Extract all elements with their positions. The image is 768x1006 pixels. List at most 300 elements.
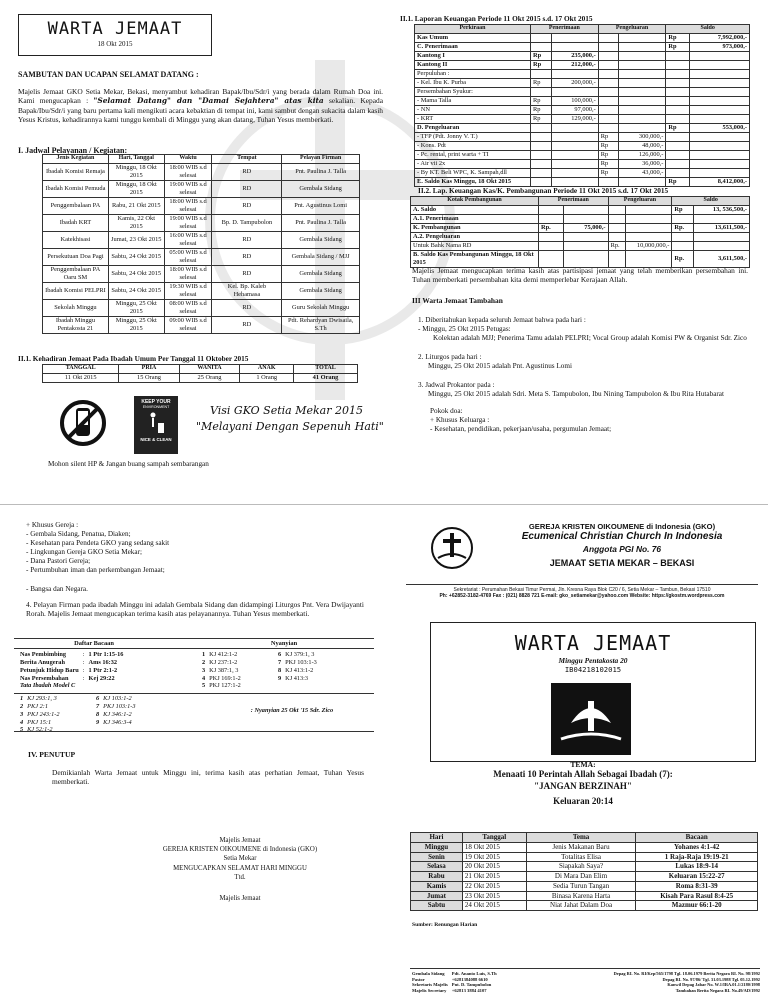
finance-cell <box>531 159 552 168</box>
song-ref: KJ 103:1-2 <box>103 695 132 702</box>
building-cell <box>672 232 693 241</box>
finance-cell <box>689 51 749 60</box>
finance-row <box>415 51 750 60</box>
finance-cell <box>666 168 689 177</box>
pentecost-emblem-icon <box>551 683 631 755</box>
finance-cell: 300,000,- <box>618 132 666 141</box>
keep-clean-sign: KEEP YOUR ENVIRONMENT NICE & CLEAN <box>134 396 178 454</box>
finance-cell <box>666 159 689 168</box>
finance-cell: Rp <box>531 51 552 60</box>
reading-ref: 1 Ptr 1:15-16 <box>88 651 124 658</box>
building-cell: 13, 536,500,- <box>693 205 749 214</box>
building-cell: 10,000,000,- <box>625 241 671 250</box>
finance-cell <box>689 141 749 150</box>
finance-cell: Kantong II <box>415 60 531 69</box>
daily-reading: Keluaran 15:22-27 <box>636 872 758 882</box>
prayer-title: + Khusus Gereja : <box>26 521 79 529</box>
schedule-cell: 19:30 WIB s.d selesai <box>164 282 212 299</box>
finance-cell <box>689 87 749 96</box>
finance-cell: - Pc. rental, print warta + TI <box>415 150 531 159</box>
finance-row <box>415 42 750 51</box>
schedule-cell: Ibadah Minggu Pentakosta 21 <box>43 316 109 333</box>
finance-col-header: Pengeluaran <box>598 25 666 34</box>
schedule-cell: Ibadah Komisi PELPRI <box>43 282 109 299</box>
schedule-cell: 16:00 WIB s.d selesai <box>164 231 212 248</box>
daily-reading: Kisah Para Rasul 8:4-25 <box>636 891 758 901</box>
daily-theme: Jenis Makanan Baru <box>526 842 636 852</box>
reading-sep: : <box>82 674 85 682</box>
finance-cell <box>598 87 618 96</box>
cover-code: IB04218102015 <box>564 665 622 675</box>
schedule-cell: Gembala Sidang / MJJ <box>282 248 360 265</box>
finance-cell <box>531 150 552 159</box>
finance-row <box>415 168 750 177</box>
finance-cell <box>598 105 618 114</box>
reading-row <box>18 675 125 683</box>
daily-date: 24 Okt 2015 <box>462 901 526 911</box>
song-ref: KJ 52:1-2 <box>27 726 53 734</box>
building-cell <box>564 232 609 241</box>
building-cell <box>625 250 671 267</box>
theme-block <box>408 760 758 807</box>
announcement-1: 1. Diberitahukan kepada seluruh Jemaat bahwa pada hari : <box>418 316 586 324</box>
footer-value: +6281384088 6610 <box>451 976 488 982</box>
building-cell <box>608 250 625 267</box>
finance-cell <box>531 42 552 51</box>
finance-cell: Kantong I <box>415 51 531 60</box>
building-cell <box>539 214 564 223</box>
building-cell <box>693 232 749 241</box>
hand-songs-left <box>18 695 62 734</box>
finance-row <box>415 78 750 87</box>
song-number: 9 <box>278 674 282 682</box>
finance-cell <box>531 69 552 78</box>
finance-cell <box>531 123 552 132</box>
daily-row <box>411 891 758 901</box>
finance-cell: E. Saldo Kas Minggu, 18 Okt 2015 <box>415 177 531 186</box>
finance-row <box>415 69 750 78</box>
daily-devotion-table <box>410 832 758 911</box>
daily-row <box>411 842 758 852</box>
cover-box <box>430 622 756 762</box>
song-row <box>276 667 319 675</box>
finance-cell: Rp <box>531 105 552 114</box>
closing-heading: IV. PENUTUP <box>28 750 76 759</box>
daily-source: Sumber: Renungan Harian <box>412 922 478 928</box>
announcements: 1. Diberitahukan kepada seluruh Jemaat bahwa pada hari : - Minggu, 25 Okt 2015 Petugas: Kolektan adalah MJJ; Penerima Tamu adalah PELPRI; Vocal Group adalah Komisi PW & Organist Sdr. Zico 2. Liturgos pada hari : Minggu, 25 Okt 2015 adalah Pnt. Agustinus Lomi 3. Jadwal Prokantor pada : Minggu, 25 Okt 2015 adalah Sdri. Meta S. Tampubolon, Ibu Nining Tampubolon & Ibu Rita Hutabarat Pokok doa: + Khusus Keluarga : - Kesehatan, pendidikan, pekerjaan/usaha, pergumulan Jemaat; <box>418 316 747 433</box>
building-cell: 3,611,500,- <box>693 250 749 267</box>
finance-cell <box>666 141 689 150</box>
schedule-cell: Pnt. Paulina J. Talla <box>282 214 360 231</box>
finance-cell <box>551 42 598 51</box>
building-cell <box>539 205 564 214</box>
building-cell <box>693 214 749 223</box>
schedule-cell: Penggembalaan PA <box>43 197 109 214</box>
song-row <box>200 675 243 683</box>
daily-col-header: Hari <box>411 833 463 843</box>
daily-theme: Binasa Karena Harta <box>526 891 636 901</box>
schedule-cell: Pnt. Agustinus Lomi <box>282 197 360 214</box>
finance-heading: II.1. Laporan Keuangan Periode 11 Okt 2015 s.d. 17 Okt 2015 <box>400 14 593 23</box>
warta-title: WARTA JEMAAT <box>47 19 183 39</box>
finance-cell: C. Penerimaan <box>415 42 531 51</box>
finance-cell <box>666 132 689 141</box>
finance-cell: 97,000,- <box>551 105 598 114</box>
finance-row <box>415 60 750 69</box>
song-ref: PKJ 169:1-2 <box>209 674 241 682</box>
attendance-cell: 11 Okt 2015 <box>43 373 119 382</box>
daily-reading: Lukas 18:9-14 <box>636 862 758 872</box>
daily-col-header: Bacaan <box>636 833 758 843</box>
building-header-row <box>411 197 750 206</box>
finance-cell <box>598 51 618 60</box>
prayer-item: - Gembala Sidang, Penatua, Diaken; <box>26 530 131 538</box>
finance-cell <box>618 96 666 105</box>
reading-row <box>18 667 125 675</box>
finance-cell <box>551 87 598 96</box>
finance-cell <box>618 177 666 186</box>
daily-date: 23 Okt 2015 <box>462 891 526 901</box>
finance-cell <box>531 132 552 141</box>
schedule-cell: Rabu, 21 Okt 2015 <box>108 197 164 214</box>
footer-role: Sekretaris Majelis <box>412 982 448 988</box>
footer-registration-line: Kanwil Depag Jabar No. W.1/IRA.01.1/2180/1998 <box>667 982 760 987</box>
building-cell <box>693 241 749 250</box>
song-row <box>276 651 319 659</box>
daily-reading: 1 Raja-Raja 19:19-21 <box>636 852 758 862</box>
daily-date: 20 Okt 2015 <box>462 862 526 872</box>
finance-cell: 212,000,- <box>551 60 598 69</box>
schedule-row <box>43 248 360 265</box>
finance-cell <box>666 96 689 105</box>
finance-cell <box>689 114 749 123</box>
footer-value: +62813 3884 4107 <box>451 988 487 994</box>
song-header: Nyanyian <box>270 640 298 647</box>
finance-cell <box>618 78 666 87</box>
footer-contact-row <box>410 971 499 977</box>
finance-cell <box>598 123 618 132</box>
finance-cell <box>551 150 598 159</box>
bulletin-page-2 <box>0 506 768 1006</box>
daily-header-row <box>411 833 758 843</box>
song-row <box>200 667 243 675</box>
schedule-cell: Minggu, 25 Okt 2015 <box>108 316 164 333</box>
attendance-col-header: WANITA <box>179 365 240 374</box>
building-col-header: Saldo <box>672 197 750 206</box>
song-ref: PKJ 127:1-2 <box>209 682 241 690</box>
song-row <box>94 695 138 703</box>
building-table <box>410 196 750 268</box>
song-row <box>200 651 243 659</box>
attendance-col-header: TOTAL <box>294 365 358 374</box>
song-ref: KJ 346:1-2 <box>103 710 132 718</box>
building-row <box>411 250 750 267</box>
song-ref: PKJ 103:1-3 <box>103 702 136 710</box>
theme-line-2: "JANGAN BERZINAH" <box>534 780 632 791</box>
footer-role: Gembala Sidang <box>412 971 445 976</box>
building-cell <box>564 214 609 223</box>
finance-cell: - TFP (Pdt. Jonny V. T.) <box>415 132 531 141</box>
finance-cell <box>531 177 552 186</box>
building-cell <box>625 205 671 214</box>
finance-cell <box>531 141 552 150</box>
daily-day: Jumat <box>411 891 463 901</box>
schedule-cell: Katekhisasi <box>43 231 109 248</box>
daily-theme: Siapakah Saya? <box>526 862 636 872</box>
reading-sep: : <box>82 666 85 674</box>
finance-cell: 36,000,- <box>618 159 666 168</box>
finance-cell: 8,412,000,- <box>689 177 749 186</box>
daily-theme: Totalitas Elisa <box>526 852 636 862</box>
attendance-cell: 1 Orang <box>240 373 294 382</box>
schedule-cell: 19:00 WIB s.d selesai <box>164 180 212 197</box>
finance-cell <box>598 33 618 42</box>
daily-date: 21 Okt 2015 <box>462 872 526 882</box>
finance-cell <box>551 123 598 132</box>
schedule-cell: Jumat, 23 Okt 2015 <box>108 231 164 248</box>
reading-header: Daftar Bacaan <box>74 640 114 647</box>
prayer-list <box>26 521 366 594</box>
finance-row <box>415 114 750 123</box>
finance-cell <box>598 42 618 51</box>
footer-registration-line: Tambahan Berita Negara RI. No.49/AD/1992 <box>675 987 760 993</box>
finance-cell <box>666 114 689 123</box>
prayer-nation: - Bangsa dan Negara. <box>26 585 88 593</box>
finance-cell <box>689 168 749 177</box>
trash-bin-icon <box>146 411 166 435</box>
reading-row <box>18 659 125 667</box>
song-row <box>18 703 62 711</box>
finance-cell <box>689 78 749 87</box>
daily-reading: Roma 8:31-39 <box>636 881 758 891</box>
visi-motto: "Melayani Dengan Sepenuh Hati" <box>196 420 384 433</box>
song-number: 8 <box>278 666 282 674</box>
finance-cell <box>666 60 689 69</box>
finance-cell: 129,000,- <box>551 114 598 123</box>
finance-cell: 7,992,000,- <box>689 33 749 42</box>
building-cell: Rp. <box>539 223 564 232</box>
daily-date: 22 Okt 2015 <box>462 881 526 891</box>
finance-cell <box>531 87 552 96</box>
daily-row <box>411 862 758 872</box>
building-cell <box>539 241 564 250</box>
daily-day: Minggu <box>411 842 463 852</box>
thanks-text: Majelis Jemaat mengucapkan terima kasih atas partisipasi jemaat yang telah memberikan persembahan ini. Tuhan memberkati persembahan kita demi memperlebar Kerajaan Allah. <box>412 266 748 285</box>
greeting-quote: "Selamat Datang" dan "Damai Sejahtera" atas kita <box>93 96 324 106</box>
song-number: 4 <box>202 674 206 682</box>
song-row <box>276 675 319 683</box>
finance-row <box>415 123 750 132</box>
attendance-col-header: TANGGAL <box>43 365 119 374</box>
building-cell: A. Saldo <box>411 205 539 214</box>
attendance-table <box>42 364 358 383</box>
schedule-cell: 05:00 WIB s.d selesai <box>164 248 212 265</box>
finance-row <box>415 141 750 150</box>
finance-cell <box>551 141 598 150</box>
song-ref: KJ 379:1, 3 <box>285 651 315 658</box>
schedule-cell: 18:00 WIB s.d selesai <box>164 163 212 180</box>
finance-cell: Rp <box>531 96 552 105</box>
building-cell <box>625 232 671 241</box>
schedule-cell: Ibadah KRT <box>43 214 109 231</box>
theme-label: TEMA: <box>570 760 596 769</box>
building-cell <box>539 250 564 267</box>
song-row <box>200 682 243 690</box>
finance-row <box>415 33 750 42</box>
finance-cell: 48,000,- <box>618 141 666 150</box>
church-address: Sekretariat : Perumahan Bekasi Timur Permai, Jln. Kresna Raya Blok C20 / 6, Setia Mekar – Tambun, Bekasi 17510 Ph: +62852-3182-4769 Fax : (021) 8828 721 E-mail: gko_setiamekar@yahoo.com Website: https://gkostm.wordpress.com <box>406 584 758 600</box>
footer-value: Pdt. Ananto Luis, S.Th <box>451 971 497 976</box>
cover-subtitle: Minggu Pentakosta 20 <box>558 656 628 665</box>
daily-row <box>411 872 758 882</box>
daily-row <box>411 881 758 891</box>
schedule-cell: Sabtu, 24 Okt 2015 <box>108 265 164 282</box>
daily-theme: Sedia Turun Tangan <box>526 881 636 891</box>
building-heading: II.2. Lap. Keuangan Kas/K. Pembangunan Periode 11 Okt 2015 s.d. 17 Okt 2015 <box>418 186 669 195</box>
daily-day: Kamis <box>411 881 463 891</box>
song-ref: KJ 412:1-2 <box>209 651 238 658</box>
finance-cell <box>618 105 666 114</box>
building-cell <box>564 205 609 214</box>
prayer-item: - Pertumbuhan iman dan perkembangan Jemaat; <box>26 566 165 574</box>
signature-block: Majelis Jemaat GEREJA KRISTEN OIKOUMENE di Indonesia (GKO) Setia Mekar MENGUCAPKAN SELAMAT HARI MINGGU Ttd. Majelis Jemaat <box>162 837 318 902</box>
schedule-cell: RD <box>212 299 282 316</box>
building-row <box>411 223 750 232</box>
schedule-cell: 08:00 WIB s.d selesai <box>164 299 212 316</box>
announcement-2: 2. Liturgos pada hari : <box>418 353 482 361</box>
building-row <box>411 205 750 214</box>
schedule-cell: Minggu, 18 Okt 2015 <box>108 180 164 197</box>
schedule-cell: Minggu, 18 Okt 2015 <box>108 163 164 180</box>
schedule-col-header: Jenis Kegiatan <box>43 155 109 164</box>
finance-cell <box>598 114 618 123</box>
reading-ref: 1 Ptr 2:1-2 <box>88 666 118 674</box>
finance-cell: Rp <box>598 159 618 168</box>
finance-cell: Rp <box>666 123 689 132</box>
schedule-cell: Bp. D. Tampubolon <box>212 214 282 231</box>
schedule-cell: Sabtu, 24 Okt 2015 <box>108 248 164 265</box>
prayer-item: - Dana Pastori Gereja; <box>26 557 91 565</box>
building-cell: Untuk Bahk Nama RD <box>411 241 539 250</box>
building-cell: A.2. Pengeluaran <box>411 232 539 241</box>
item-4-text: 4. Pelayan Firman pada ibadah Minggu ini adalah Gembala Sidang dan didampingi Liturgos Pnt. Vera Dwijayanti Rorah. Majelis Jemaat mengucapkan terima kasih atas pelayanannya. Tuhan Yesus memberkati. <box>26 600 364 619</box>
finance-cell <box>689 105 749 114</box>
song-number: 3 <box>202 666 206 674</box>
building-cell <box>625 223 671 232</box>
finance-cell <box>618 60 666 69</box>
attendance-cell: 25 Orang <box>179 373 240 382</box>
building-cell: Rp. <box>672 223 693 232</box>
finance-row <box>415 105 750 114</box>
theme-line-1: Menaati 10 Perintah Allah Sebagai Ibadah (7): <box>493 769 673 780</box>
daily-reading: Yohanes 4:1-42 <box>636 842 758 852</box>
finance-cell <box>666 78 689 87</box>
reading-ref: Ams 16:32 <box>88 658 118 666</box>
building-cell <box>672 241 693 250</box>
schedule-cell: RD <box>212 265 282 282</box>
warta-date: 18 Okt 2015 <box>97 40 133 49</box>
finance-cell <box>666 87 689 96</box>
reading-label: Berita Anugerah <box>20 658 65 666</box>
finance-cell: Rp <box>598 141 618 150</box>
daily-col-header: Tanggal <box>462 833 526 843</box>
building-cell <box>564 241 609 250</box>
finance-cell: Rp <box>598 150 618 159</box>
building-cell <box>608 214 625 223</box>
church-header: GEREJA KRISTEN OIKOUMENE di Indonesia (GKO) Ecumenical Christian Church In Indonesia Anggota PGI No. 76 JEMAAT SETIA MEKAR – BEKASI <box>521 522 723 569</box>
schedule-cell: Pnt. Paulina J. Talla <box>282 163 360 180</box>
closing-text: Demikianlah Warta Jemaat untuk Minggu ini, terima kasih atas perhatian Jemaat, Tuhan Yesus memberkati. <box>52 768 364 787</box>
schedule-row <box>43 163 360 180</box>
greeting-heading: SAMBUTAN DAN UCAPAN SELAMAT DATANG : <box>18 70 199 79</box>
schedule-row <box>43 231 360 248</box>
song-number: 7 <box>96 702 100 710</box>
schedule-col-header: Waktu <box>164 155 212 164</box>
songs-right <box>276 651 319 682</box>
song-number: 5 <box>20 726 24 734</box>
song-row <box>18 719 62 727</box>
schedule-cell: Persekutuan Doa Pagi <box>43 248 109 265</box>
finance-cell <box>689 60 749 69</box>
daily-day: Senin <box>411 852 463 862</box>
song-ref: PKJ 243:1-2 <box>27 710 60 718</box>
song-ref: KJ 237:1-2 <box>209 658 238 666</box>
daily-date: 18 Okt 2015 <box>462 842 526 852</box>
daily-day: Sabtu <box>411 901 463 911</box>
footer-role: Pastor <box>412 976 425 982</box>
schedule-cell: Kel. Bp. Kaleb Hehamasa <box>212 282 282 299</box>
finance-cell <box>551 159 598 168</box>
pokok-doa: Pokok doa: <box>430 407 463 415</box>
finance-row <box>415 177 750 186</box>
reading-row <box>18 651 125 659</box>
finance-cell: - Mama Talla <box>415 96 531 105</box>
building-row <box>411 241 750 250</box>
schedule-row <box>43 180 360 197</box>
song-row <box>94 711 138 719</box>
schedule-cell: 18:00 WIB s.d selesai <box>164 197 212 214</box>
daily-theme: Niat Jahat Dalam Doa <box>526 901 636 911</box>
building-cell <box>539 232 564 241</box>
schedule-cell: RD <box>212 180 282 197</box>
finance-cell <box>689 132 749 141</box>
finance-cell <box>618 123 666 132</box>
schedule-cell: Sekolah Minggu <box>43 299 109 316</box>
finance-cell: 973,000,- <box>689 42 749 51</box>
finance-cell: Kas Umum <box>415 33 531 42</box>
finance-cell: - By KT. Beli WPC, K. Sampah,dll <box>415 168 531 177</box>
finance-cell <box>551 132 598 141</box>
building-cell <box>672 214 693 223</box>
building-cell: Rp. <box>672 250 693 267</box>
schedule-col-header: Tempat <box>212 155 282 164</box>
finance-row <box>415 150 750 159</box>
schedule-row <box>43 265 360 282</box>
finance-cell: - Kel. Ibu K. Purba <box>415 78 531 87</box>
schedule-cell: Gembala Sidang <box>282 282 360 299</box>
song-row <box>94 719 138 727</box>
schedule-col-header: Hari, Tanggal <box>108 155 164 164</box>
finance-row <box>415 159 750 168</box>
finance-cell <box>598 69 618 78</box>
visi-title: Visi GKO Setia Mekar 2015 <box>210 404 363 417</box>
schedule-cell: RD <box>212 316 282 333</box>
footer-registration-line: Depag RI. No. RI/Kep/565/1798 Tgl. 18.06.1979 Berita Negara RI. No. 98/1992 <box>613 971 760 976</box>
song-number: 2 <box>202 658 206 666</box>
schedule-cell: Guru Sekolah Minggu <box>282 299 360 316</box>
section3-heading: III Warta Jemaat Tambahan <box>412 296 503 305</box>
schedule-cell: Ibadah Komisi Remaja <box>43 163 109 180</box>
